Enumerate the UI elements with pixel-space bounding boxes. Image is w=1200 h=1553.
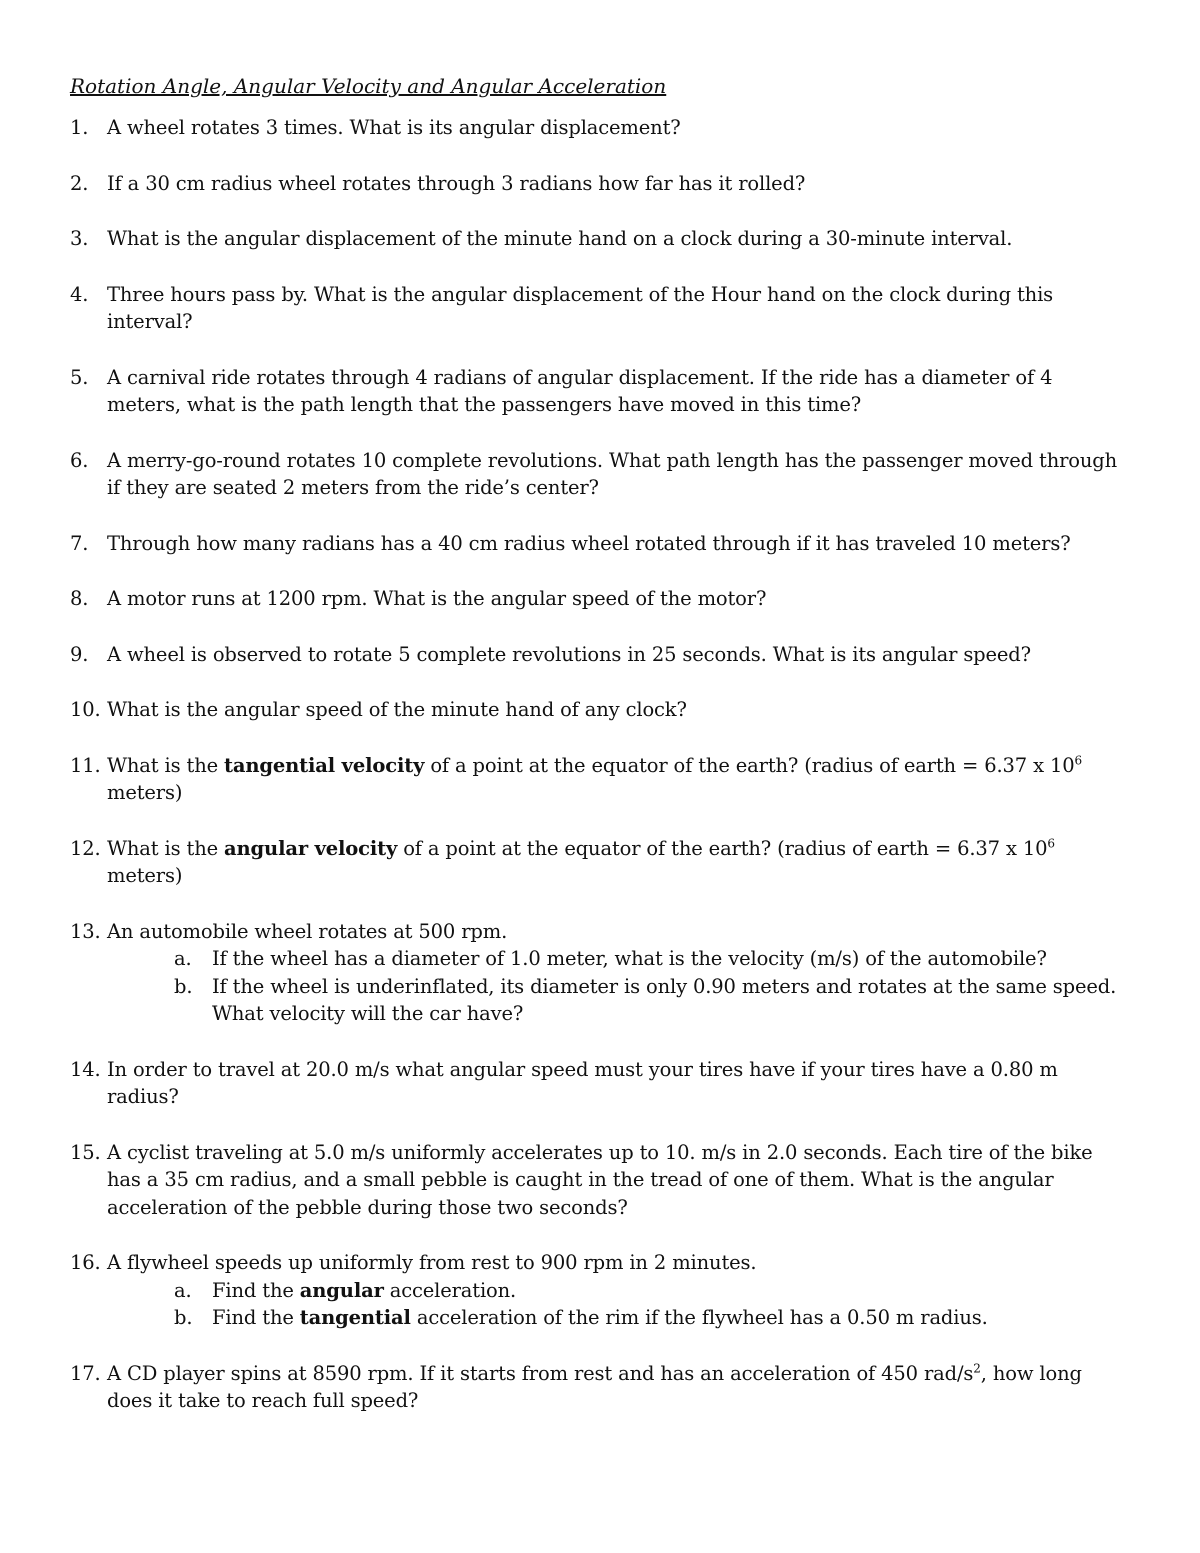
question-text-post: of a point at the equator of the earth? (radius of earth = 6.37 x 10 — [424, 753, 1075, 777]
question-1 — [70, 114, 1130, 142]
question-text: A motor runs at 1200 rpm. What is the angular speed of the motor? — [107, 587, 767, 610]
question-number: 8. — [70, 587, 89, 610]
worksheet-page — [70, 72, 1130, 1443]
question-7 — [70, 530, 1130, 558]
question-text: A merry-go-round rotates 10 complete revolutions. What path length has the passenger moved through if they are seated 2 meters from the ride’s center? — [107, 448, 1118, 499]
question-4 — [70, 281, 1130, 336]
question-number: 2. — [70, 171, 89, 195]
sub-question-text-pre: Find the — [212, 1278, 300, 1302]
sub-question-b — [70, 1304, 1130, 1332]
question-text: An automobile wheel rotates at 500 rpm. — [107, 919, 508, 943]
question-2 — [70, 170, 1130, 198]
question-keyword: angular velocity — [224, 836, 398, 860]
question-number: 13. — [70, 919, 101, 943]
question-number: 1. — [70, 116, 89, 139]
question-6 — [70, 447, 1130, 502]
question-number: 16. — [70, 1251, 101, 1274]
question-text: A wheel rotates 3 times. What is its angular displacement? — [107, 116, 681, 139]
sub-question-text: If the wheel is underinflated, its diameter is only 0.90 meters and rotates at the same speed. What velocity will the car have? — [212, 974, 1117, 1025]
question-number: 11. — [70, 753, 101, 777]
question-5 — [70, 364, 1130, 419]
sub-question-letter: a. — [174, 947, 192, 970]
question-text-pre: What is the — [107, 836, 225, 860]
sub-question-text-post: acceleration. — [383, 1278, 517, 1302]
question-text: What is the angular speed of the minute hand of any clock? — [107, 698, 687, 721]
question-14 — [70, 1056, 1130, 1111]
sub-question-a — [70, 1277, 1130, 1305]
page-title: Rotation Angle, Angular Velocity and Angular Acceleration — [70, 74, 667, 98]
question-15 — [70, 1139, 1130, 1222]
exponent: 6 — [1074, 753, 1083, 767]
question-11 — [70, 752, 1130, 807]
question-keyword: tangential velocity — [224, 753, 425, 777]
question-text-pre: A CD player spins at 8590 rpm. If it starts from rest and has an acceleration of 450 rad/s — [107, 1361, 974, 1385]
sub-question-letter: b. — [174, 1306, 193, 1329]
sub-question-text-post: acceleration of the rim if the flywheel has a 0.50 m radius. — [410, 1306, 988, 1329]
sub-question-keyword: tangential — [299, 1306, 411, 1329]
question-text: A flywheel speeds up uniformly from rest to 900 rpm in 2 minutes. — [107, 1251, 757, 1274]
question-8 — [70, 585, 1130, 613]
question-text-end: meters) — [107, 864, 183, 887]
question-number: 14. — [70, 1057, 101, 1081]
question-number: 6. — [70, 448, 89, 472]
question-text-pre: What is the — [107, 753, 225, 777]
question-text: If a 30 cm radius wheel rotates through 3 radians how far has it rolled? — [107, 171, 806, 195]
question-9 — [70, 641, 1130, 669]
sub-question-text-pre: Find the — [212, 1306, 300, 1329]
question-17 — [70, 1360, 1130, 1415]
sub-question-text: If the wheel has a diameter of 1.0 meter, what is the velocity (m/s) of the automobile? — [212, 947, 1047, 970]
question-number: 3. — [70, 227, 89, 250]
question-number: 9. — [70, 642, 89, 666]
question-12 — [70, 835, 1130, 890]
question-text: A cyclist traveling at 5.0 m/s uniformly accelerates up to 10. m/s in 2.0 seconds. Each tire of the bike has a 35 cm radius, and a small pebble is caught in the tread of one of them. What is the angular acceleration of the pebble during those two seconds? — [107, 1140, 1093, 1219]
question-number: 7. — [70, 531, 89, 555]
question-number: 5. — [70, 365, 89, 389]
question-16 — [70, 1249, 1130, 1332]
question-text-end: meters) — [107, 781, 183, 804]
question-text: What is the angular displacement of the minute hand on a clock during a 30-minute interval. — [107, 227, 1013, 250]
sub-question-list — [70, 1277, 1130, 1332]
question-text: Through how many radians has a 40 cm radius wheel rotated through if it has traveled 10 meters? — [107, 531, 1071, 555]
question-text: Three hours pass by. What is the angular displacement of the Hour hand on the clock during this interval? — [107, 282, 1054, 333]
question-text-post: of a point at the equator of the earth? (radius of earth = 6.37 x 10 — [397, 836, 1048, 860]
question-number: 4. — [70, 282, 89, 306]
sub-question-keyword: angular — [299, 1278, 384, 1302]
question-13 — [70, 918, 1130, 1028]
question-number: 12. — [70, 836, 101, 860]
question-number: 17. — [70, 1361, 101, 1385]
exponent: 2 — [973, 1361, 981, 1375]
question-text: A carnival ride rotates through 4 radians of angular displacement. If the ride has a diameter of 4 meters, what is the path length that the passengers have moved in this time? — [107, 365, 1053, 416]
question-10 — [70, 696, 1130, 724]
sub-question-letter: a. — [174, 1278, 192, 1302]
question-number: 15. — [70, 1140, 101, 1164]
question-text-post: , how long does it take to reach full speed? — [107, 1361, 1082, 1412]
question-text: A wheel is observed to rotate 5 complete revolutions in 25 seconds. What is its angular speed? — [107, 642, 1031, 666]
question-number: 10. — [70, 698, 101, 721]
sub-question-list — [70, 945, 1130, 1028]
sub-question-letter: b. — [174, 974, 193, 998]
exponent: 6 — [1047, 836, 1055, 850]
question-text: In order to travel at 20.0 m/s what angular speed must your tires have if your tires have a 0.80 m radius? — [107, 1057, 1058, 1108]
question-3 — [70, 225, 1130, 253]
sub-question-b — [70, 973, 1130, 1028]
sub-question-a — [70, 945, 1130, 973]
